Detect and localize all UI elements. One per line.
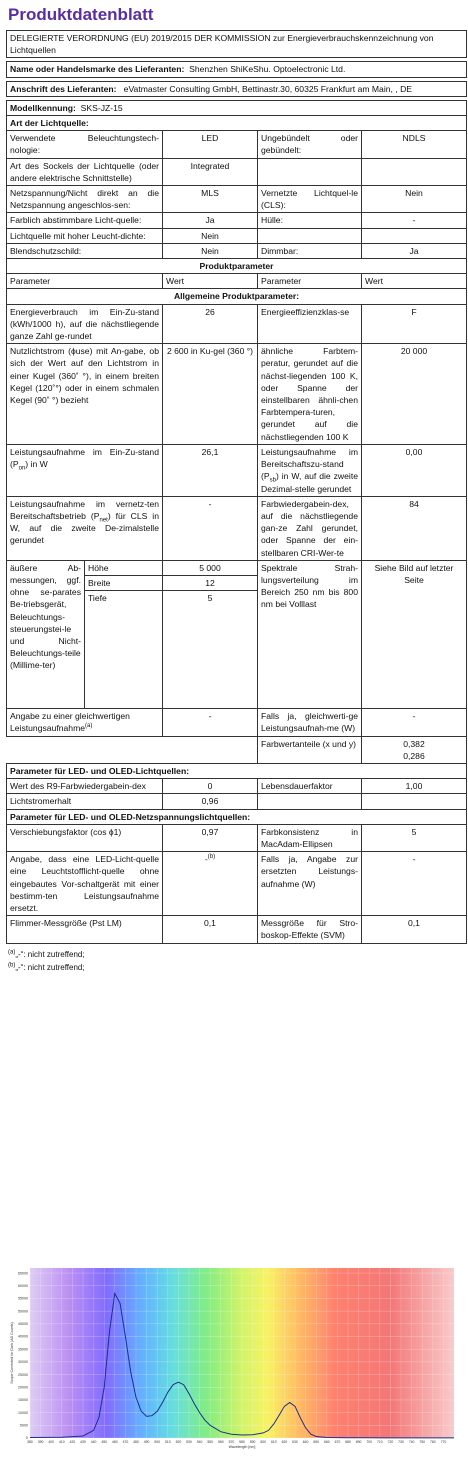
supplier-name: Shenzhen ShiKeShu. Optoelectronic Ltd. [189, 64, 346, 75]
grid [30, 1268, 454, 1438]
flicker-label: Flimmer-Messgröße (Pst LM) [7, 916, 163, 943]
dimmable-value: Ja [362, 243, 467, 258]
tunable-label: Farblich abstimmbare Licht-quelle: [7, 213, 163, 228]
x-tick-label: 510 [164, 1440, 171, 1444]
depth-value: 5 [163, 591, 258, 709]
x-tick-label: 420 [69, 1440, 76, 1444]
footnotes [8, 948, 466, 974]
envelope-value: - [362, 213, 467, 228]
x-axis-label: Wavelength [nm] [228, 1445, 256, 1449]
model-id: SKS-JZ-15 [80, 102, 123, 113]
x-tick-label: 740 [408, 1440, 415, 1444]
col-param-header: Parameter [7, 274, 163, 289]
x-tick-label: 480 [133, 1440, 139, 1444]
table-row [7, 344, 467, 445]
x-tick-label: 470 [122, 1440, 129, 1444]
height-value: 5 000 [163, 560, 258, 575]
x-tick-label: 650 [313, 1440, 320, 1444]
flux-value: 2 600 in Ku-gel (360 °) [163, 344, 258, 445]
lifetime-label: Lebensdauerfaktor [258, 779, 362, 794]
x-tick-label: 400 [48, 1440, 55, 1444]
supplier-address: eVatmaster Consulting GmbH, Bettinastr.30, 60325 Frankfurt am Main, , DE [123, 83, 413, 94]
supplier-address-cell [7, 81, 467, 96]
energy-label: Energieverbrauch im Ein-Zu-stand (kWh/1000 h), auf die nächstliegende ganze Zahl ge-rundet [7, 304, 163, 344]
socket-value: Integrated [163, 158, 258, 185]
depth-label: Tiefe [85, 591, 163, 709]
r9-label: Wert des R9-Farbwiedergabein-dex [7, 779, 163, 794]
empty-cell [7, 736, 258, 763]
tunable-value: Ja [163, 213, 258, 228]
eclass-label: Energieeffizienzklas-se [258, 304, 362, 344]
bundled-label: Ungebündelt oder gebündelt: [258, 131, 362, 158]
mains-led-header-row [7, 809, 467, 824]
y-tick-label: 15000 [18, 1398, 28, 1403]
pnet-sub: net [99, 517, 108, 524]
x-tick-label: 770 [440, 1440, 447, 1444]
supplier-name-row [7, 62, 467, 77]
psb-value: 0,00 [362, 444, 467, 496]
table-row [7, 228, 467, 243]
col-param-header: Parameter [258, 274, 362, 289]
chroma-y: 0,286 [403, 750, 425, 761]
x-tick-label: 450 [101, 1440, 108, 1444]
empty-cell [362, 794, 467, 809]
flicker-value: 0,1 [163, 916, 258, 943]
equiv-footnote-mark: (a) [85, 723, 93, 730]
dims-label: äußere Ab-messungen, ggf. ohne se-parates Be-triebsgerät, Beleuchtungs-steuerungstei-le und Nicht-Beleuchtungs-teile (Millime-ter) [7, 560, 85, 708]
replace-yes-label: Falls ja, Angabe zur ersetzten Leistungs-aufnahme (W) [258, 852, 362, 916]
replace-yes-value: - [362, 852, 467, 916]
pnet-label-unit: ) für CLS in W, auf die zweite De-zimalstelle gerundet [10, 510, 159, 546]
y-tick-label: 65000 [18, 1271, 28, 1276]
y-tick-label: 0 [26, 1436, 28, 1441]
table-row [7, 186, 467, 213]
spectrum-chart [8, 1262, 460, 1452]
cri-value: 84 [362, 496, 467, 560]
networked-value: Nein [362, 186, 467, 213]
x-tick-label: 700 [366, 1440, 373, 1444]
datasheet [6, 4, 466, 974]
svm-value: 0,1 [362, 916, 467, 943]
y-tick-label: 30000 [18, 1360, 28, 1365]
x-tick-label: 760 [429, 1440, 436, 1444]
y-tick-label: 25000 [18, 1372, 28, 1377]
table-row [7, 131, 467, 158]
x-tick-label: 620 [281, 1440, 288, 1444]
equiv-label-text: Angabe zu einer gleichwertigen Leistungsaufnahme [10, 711, 130, 734]
footnote-b-mark: (b) [8, 961, 16, 968]
pon-label-text: Leistungsaufnahme im Ein-Zu-stand (P [10, 446, 159, 470]
x-tick-label: 490 [143, 1440, 150, 1444]
empty-cell [362, 158, 467, 185]
equiv-yes-label: Falls ja, gleichwerti-ge Leistungsaufnah-me (W) [258, 709, 362, 736]
params-header: Produktparameter [7, 259, 467, 274]
psb-label-text: Leistungsaufnahme im Bereitschaftszu-stand (P [261, 446, 358, 482]
x-tick-label: 720 [387, 1440, 394, 1444]
model-row [7, 100, 467, 115]
supplier-name-label: Name oder Handelsmarke des Lieferanten: [10, 64, 185, 75]
replace-value-text: - [204, 854, 208, 865]
x-tick-label: 710 [376, 1440, 383, 1444]
regulation-row [7, 31, 467, 58]
mains-value: MLS [163, 186, 258, 213]
consistency-value: 5 [362, 824, 467, 851]
x-tick-label: 390 [37, 1440, 44, 1444]
replace-value [163, 852, 258, 916]
eclass-value: F [362, 304, 467, 344]
table-row [7, 213, 467, 228]
footnote-b [8, 961, 466, 974]
x-tick-label: 410 [58, 1440, 65, 1444]
y-tick-label: 40000 [18, 1334, 28, 1339]
lightsource-header: Art der Lichtquelle: [7, 116, 467, 131]
pon-label [7, 444, 163, 496]
r9-value: 0 [163, 779, 258, 794]
x-tick-label: 640 [302, 1440, 309, 1444]
svm-label: Messgröße für Stro-boskop-Effekte (SVM) [258, 916, 362, 943]
equiv-value: - [163, 709, 258, 736]
x-tick-label: 430 [80, 1440, 86, 1444]
x-tick-label: 560 [217, 1440, 224, 1444]
psb-label [258, 444, 362, 496]
equiv-yes-value: - [362, 709, 467, 736]
general-header-row [7, 289, 467, 304]
x-tick-label: 440 [90, 1440, 97, 1444]
col-value-header: Wert [163, 274, 258, 289]
highlum-value: Nein [163, 228, 258, 243]
mains-label: Netzspannung/Nicht direkt an die Netzspannung angeschlos-sen: [7, 186, 163, 213]
led-header-row [7, 763, 467, 778]
params-header-row [7, 259, 467, 274]
envelope-label: Hülle: [258, 213, 362, 228]
flux-label: Nutzlichtstrom (ɸuse) mit An-gabe, ob sich der Wert auf den Lichtstrom in einer Kugel (360˚ °), in einem breiten Kegel (120˚°) oder in einem schmalen Kegel (90˚ °) bezieht [7, 344, 163, 445]
cri-label: Farbwiedergabein-dex, auf die nächstliegende gan-ze Zahl gerundet, oder Spanne der ein-stellbaren CRI-Wer-te [258, 496, 362, 560]
pnet-value: - [163, 496, 258, 560]
footnote-b-text: „-“: nicht zutreffend; [15, 962, 85, 972]
replace-footnote-mark: (b) [207, 854, 216, 861]
tech-value: LED [163, 131, 258, 158]
table-row [7, 736, 467, 763]
empty-cell [258, 158, 362, 185]
pon-label-unit: ) in W [25, 459, 48, 470]
y-tick-label: 20000 [18, 1385, 28, 1390]
x-tick-label: 580 [239, 1440, 245, 1444]
x-tick-label: 610 [270, 1440, 277, 1444]
x-tick-label: 460 [111, 1440, 118, 1444]
cct-value: 20 000 [362, 344, 467, 445]
maint-value: 0,96 [163, 794, 258, 809]
pon-value: 26,1 [163, 444, 258, 496]
table-row [7, 779, 467, 794]
x-tick-label: 570 [228, 1440, 235, 1444]
x-tick-label: 500 [154, 1440, 161, 1444]
model-cell [7, 100, 467, 115]
x-tick-label: 750 [419, 1440, 426, 1444]
empty-cell [258, 794, 362, 809]
chroma-value [362, 736, 467, 763]
footnote-a-text: „-“: nicht zutreffend; [15, 949, 85, 959]
table-row [7, 709, 467, 736]
lightsource-header-row [7, 116, 467, 131]
lifetime-value: 1,00 [362, 779, 467, 794]
equiv-label [7, 709, 163, 736]
y-axis-label: Scope Corrected for Dark (AD Counts) [10, 1322, 14, 1384]
spd-label: Spektrale Strah-lungsverteilung im Bereich 250 nm bis 800 nm bei Volllast [258, 560, 362, 708]
pnet-label [7, 496, 163, 560]
spd-value: Siehe Bild auf letzter Seite [362, 560, 467, 708]
general-header: Allgemeine Produktparameter: [7, 289, 467, 304]
model-label: Modellkennung: [10, 102, 76, 113]
pon-sub: on [18, 465, 26, 472]
y-tick-label: 45000 [18, 1322, 28, 1327]
x-tick-label: 590 [249, 1440, 256, 1444]
x-tick-label: 730 [398, 1440, 404, 1444]
pnet-label-text: Leistungsaufnahme im vernetz-ten Bereitschaftsbetrieb (P [10, 498, 159, 521]
height-label: Höhe [85, 560, 163, 575]
regulation-text: DELEGIERTE VERORDNUNG (EU) 2019/2015 DER KOMMISSION zur Energieverbrauchskennzeichnung von Lichtquellen [7, 31, 467, 58]
psb-sub: sb [269, 478, 276, 485]
empty-cell [362, 228, 467, 243]
dimmable-label: Dimmbar: [258, 243, 362, 258]
glare-label: Blendschutzschild: [7, 243, 163, 258]
socket-label: Art des Sockels der Lichtquelle (oder andere elektrische Schnittstelle) [7, 158, 163, 185]
maint-label: Lichtstromerhalt [7, 794, 163, 809]
chroma-x: 0,382 [403, 738, 425, 749]
networked-label: Vernetzte Lichtquel-le (CLS): [258, 186, 362, 213]
table-row [7, 496, 467, 560]
x-tick-label: 520 [175, 1440, 182, 1444]
highlum-label: Lichtquelle mit hoher Leucht-dichte: [7, 228, 163, 243]
y-tick-label: 50000 [18, 1309, 28, 1314]
y-tick-label: 5000 [20, 1423, 28, 1428]
page-title: Produktdatenblatt [8, 5, 154, 24]
table-row [7, 852, 467, 916]
consistency-label: Farbkonsistenz in MacAdam-Ellipsen [258, 824, 362, 851]
table-row [7, 304, 467, 344]
x-tick-label: 680 [345, 1440, 351, 1444]
table-row [7, 444, 467, 496]
column-header-row [7, 274, 467, 289]
table-row [7, 916, 467, 943]
y-tick-label: 35000 [18, 1347, 28, 1352]
pf-label: Verschiebungsfaktor (cos ɸ1) [7, 824, 163, 851]
x-tick-label: 530 [186, 1440, 192, 1444]
table-row [7, 794, 467, 809]
supplier-address-row [7, 81, 467, 96]
table-row [7, 560, 467, 575]
mains-led-header: Parameter für LED- und OLED-Netzspannungslichtquellen: [7, 809, 467, 824]
footnote-a-mark: (a) [8, 948, 16, 955]
x-tick-label: 690 [355, 1440, 362, 1444]
x-tick-label: 630 [292, 1440, 298, 1444]
energy-value: 26 [163, 304, 258, 344]
y-tick-label: 55000 [18, 1296, 28, 1301]
tech-label: Verwendete Beleuchtungstech-nologie: [7, 131, 163, 158]
x-tick-label: 380 [27, 1440, 33, 1444]
empty-cell [258, 228, 362, 243]
x-tick-label: 660 [323, 1440, 330, 1444]
cct-label: ähnliche Farbtem-peratur, gerundet auf die nächst-liegenden 100 K, oder Spanne der einstellbaren ähnli-chen Farbtempera-turen, gerundet auf die nächstliegenden 100 K [258, 344, 362, 445]
led-header: Parameter für LED- und OLED-Lichtquellen: [7, 763, 467, 778]
y-tick-label: 10000 [18, 1410, 28, 1415]
bundled-value: NDLS [362, 131, 467, 158]
y-tick-label: 60000 [18, 1283, 28, 1288]
x-tick-label: 550 [207, 1440, 214, 1444]
datasheet-table [6, 30, 467, 944]
supplier-name-cell [7, 62, 467, 77]
psb-label-unit: ) in W, auf die zweite Dezimal-stelle gerundet [261, 471, 358, 494]
col-value-header: Wert [362, 274, 467, 289]
replace-label: Angabe, dass eine LED-Licht-quelle eine Leuchtstofflicht-quelle ohne eingebautes Vor-schaltgerät mit einer bestimm-ten Leistungsaufnahme ersetzt. [7, 852, 163, 916]
supplier-address-label: Anschrift des Lieferanten: [10, 83, 117, 94]
x-tick-label: 600 [260, 1440, 267, 1444]
chroma-label: Farbwertanteile (x und y) [258, 736, 362, 763]
table-row [7, 824, 467, 851]
width-label: Breite [85, 575, 163, 590]
table-row [7, 243, 467, 258]
glare-value: Nein [163, 243, 258, 258]
x-tick-label: 540 [196, 1440, 203, 1444]
pf-value: 0,97 [163, 824, 258, 851]
width-value: 12 [163, 575, 258, 590]
x-tick-label: 670 [334, 1440, 341, 1444]
table-row [7, 158, 467, 185]
footnote-a [8, 948, 466, 961]
